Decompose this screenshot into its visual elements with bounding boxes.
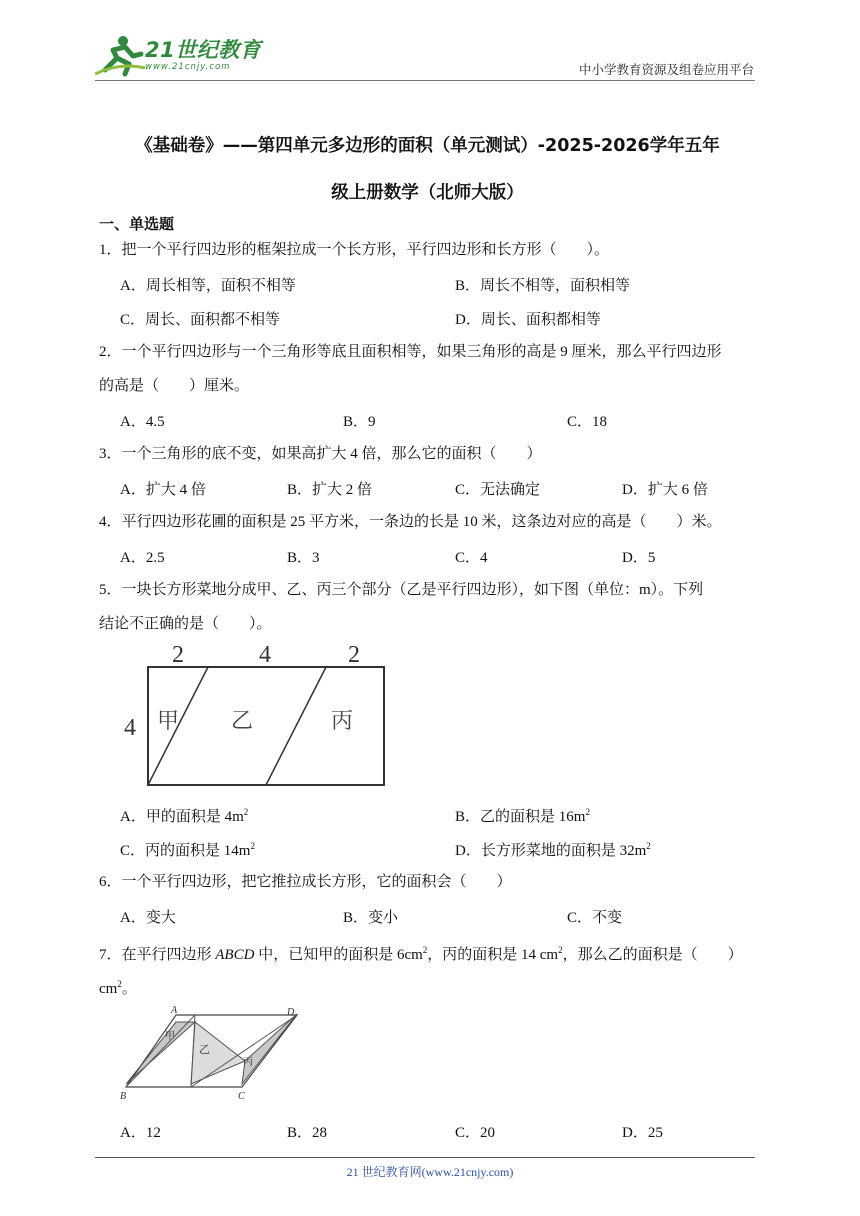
question-7-option-a[interactable]: A．12 [120,1125,161,1141]
vertex-c: C [238,1091,245,1102]
label-yi: 乙 [199,1044,210,1056]
region-label-jia: 甲 [156,708,180,733]
label-bing: 丙 [243,1057,253,1068]
question-4-option-b[interactable]: B．3 [287,550,320,566]
question-2-option-c[interactable]: C．18 [567,414,608,430]
region-jia [126,1022,195,1084]
question-7-text: 7．在平行四边形 ABCD 中，已知甲的面积是 $6cm^2$，丙的面积是 14 $cm^2$，那么乙的面积是（ ） [99,945,743,963]
question-7-figure [115,1003,305,1103]
question-6-option-c[interactable]: C．不变 [567,910,623,926]
side-label: 4 [124,715,136,741]
question-3-option-d[interactable]: D．扩大 6 倍 [622,482,708,498]
question-5-text: 5．一块长方形菜地分成甲、乙、丙三个部分（乙是平行四边形），如下图（单位：m）。下列 [99,582,704,598]
question-5-option-a[interactable]: A．甲的面积是 $4m^2$ [120,807,249,825]
question-7-text-cont: $cm^2$。 [99,979,137,997]
question-7-option-b[interactable]: B．28 [287,1125,328,1141]
question-5-figure [110,640,400,790]
question-7-option-c[interactable]: C．20 [455,1125,496,1141]
question-4-option-d[interactable]: D．5 [622,550,656,566]
question-6-text: 6．一个平行四边形，把它推拉成长方形，它的面积会（ ） [99,874,512,890]
document-title-line-1: 《基础卷》——第四单元多边形的面积（单元测试）-2025-2026学年五年 [135,136,720,156]
vertex-a: A [171,1005,178,1016]
region-label-yi: 乙 [230,708,254,733]
parallelogram-right-edge [266,667,326,785]
question-1-option-a[interactable]: A．周长相等，面积不相等 [120,278,296,294]
top-label-2: 4 [259,642,271,668]
region-bing [242,1014,297,1084]
footer-link[interactable]: 21 世纪教育网(www.21cnjy.com) [346,1165,514,1179]
question-3-text: 3．一个三角形的底不变，如果高扩大 4 倍，那么它的面积（ ） [99,446,542,462]
question-5-option-b[interactable]: B．乙的面积是 $16m^2$ [455,807,590,825]
question-2-option-a[interactable]: A．4.5 [120,414,165,430]
question-7-option-d[interactable]: D．25 [622,1125,663,1141]
platform-name: 中小学教育资源及组卷应用平台 [578,63,754,77]
question-6-option-b[interactable]: B．变小 [343,910,399,926]
top-label-3: 2 [348,642,360,668]
logo-url: www.21cnjy.com [145,62,231,72]
region-label-bing: 丙 [330,708,354,733]
header-divider [95,80,755,81]
page-header [0,0,860,90]
question-3-option-b[interactable]: B．扩大 2 倍 [287,482,373,498]
question-2-option-b[interactable]: B．9 [343,414,376,430]
question-1-text: 1．把一个平行四边形的框架拉成一个长方形，平行四边形和长方形（ ）。 [99,242,610,258]
question-5-option-d[interactable]: D．长方形菜地的面积是 $32m^2$ [455,841,651,859]
question-5-text-cont: 结论不正确的是（ ）。 [99,616,272,632]
document-title-line-2: 级上册数学（北师大版） [331,183,524,203]
question-6-option-a[interactable]: A．变大 [120,910,176,926]
question-1-option-c[interactable]: C．周长、面积都不相等 [120,312,281,328]
top-label-1: 2 [172,642,184,668]
question-3-option-c[interactable]: C．无法确定 [455,482,541,498]
question-4-option-c[interactable]: C．4 [455,550,488,566]
question-1-option-b[interactable]: B．周长不相等，面积相等 [455,278,631,294]
section-heading: 一、单选题 [99,215,175,233]
vertex-b: B [120,1091,127,1102]
question-2-text: 2．一个平行四边形与一个三角形等底且面积相等，如果三角形的高是 9 厘米，那么平行四边形 [99,344,722,360]
question-3-option-a[interactable]: A．扩大 4 倍 [120,482,206,498]
question-2-text-cont: 的高是（ ）厘米。 [99,378,250,394]
segment-1 [126,1015,195,1087]
question-4-option-a[interactable]: A．2.5 [120,550,165,566]
footer-divider [95,1157,755,1158]
question-4-text: 4．平行四边形花圃的面积是 25 平方米，一条边的长是 10 米，这条边对应的高是（ ）米。 [99,514,722,530]
logo-text: 21世纪教育 [145,38,262,62]
question-1-option-d[interactable]: D．周长、面积都相等 [455,312,601,328]
label-jia: 甲 [165,1031,175,1042]
question-5-option-c[interactable]: C．丙的面积是 $14m^2$ [120,841,255,859]
vertex-d: D [287,1007,295,1018]
